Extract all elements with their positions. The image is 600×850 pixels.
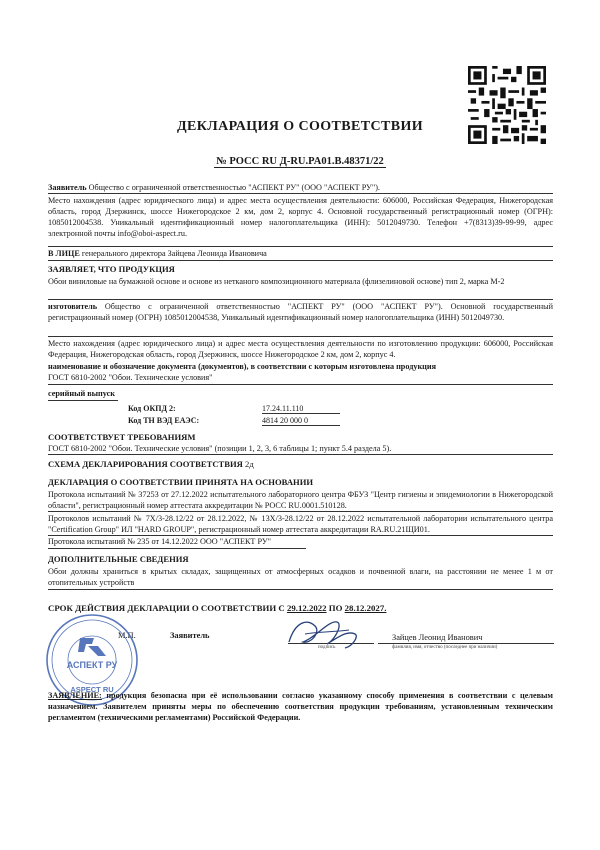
statement-block bbox=[48, 690, 553, 723]
serial-release: серийный выпуск bbox=[48, 389, 115, 398]
divider bbox=[48, 548, 306, 549]
documents-label: наименование и обозначение документа (документов), в соответствии с которым изготовлена продукция bbox=[48, 362, 437, 371]
divider bbox=[48, 336, 553, 337]
divider bbox=[48, 511, 553, 512]
code-okpd-label: Код ОКПД 2: bbox=[128, 404, 176, 413]
validity-to: 28.12.2027. bbox=[344, 603, 387, 613]
scheme-heading: СХЕМА ДЕКЛАРИРОВАНИЯ СООТВЕТСТВИЯ bbox=[48, 459, 243, 469]
divider bbox=[48, 384, 553, 385]
product-description: Обои виниловые на бумажной основе и основе из нетканого композиционного материала (флизелиновой основе) тип 2, марка М-2 bbox=[48, 277, 505, 286]
requirements-heading: СООТВЕТСТВУЕТ ТРЕБОВАНИЯМ bbox=[48, 432, 196, 442]
documents-value: ГОСТ 6810-2002 "Обои. Технические условия" bbox=[48, 373, 213, 382]
document-number: № РОСС RU Д-RU.PA01.B.48371/22 bbox=[216, 156, 384, 167]
manufacturer-label: изготовитель bbox=[48, 302, 98, 311]
manufacturer-address: Место нахождения (адрес юридического лица) и адрес места осуществления деятельности по изготовлению продукции: 606000, Российская Федерация, Нижегородская область, город Дзержинск, шоссе Нижегородское 2 км, дом 2, корпус 4. bbox=[48, 339, 553, 359]
divider bbox=[48, 193, 553, 194]
basis-protocol-3: Протокола испытаний № 235 от 14.12.2022 ООО "АСПЕКТ РУ" bbox=[48, 537, 271, 546]
applicant-sign-label: Заявитель bbox=[170, 631, 210, 640]
requirements-text: ГОСТ 6810-2002 "Обои. Технические условия" (позиции 1, 2, 3, 6 таблицы 1; пункт 5.4 раздела 5). bbox=[48, 444, 392, 453]
applicant-line bbox=[48, 182, 553, 193]
basis-protocol-2: Протоколов испытаний № 7Х/3-28.12/22 от 28.12.2022, № 13Х/3-28.12/22 от 28.12.2022 испытательной лаборатории испытательного центра "Certification Group" ИЛ "HARD GROUP", регистрационный номер аттестата аккредитации RA.RU.21ЩИ01. bbox=[48, 514, 553, 534]
additional-heading: ДОПОЛНИТЕЛЬНЫЕ СВЕДЕНИЯ bbox=[48, 554, 189, 564]
divider bbox=[48, 589, 553, 590]
stamp-sub: ASPECT RU bbox=[70, 685, 114, 694]
name-caption: фамилия, имя, отчество (последнее при наличии) bbox=[392, 645, 498, 650]
signature-caption: подпись bbox=[318, 645, 336, 650]
applicant-label: Заявитель bbox=[48, 183, 87, 192]
divider bbox=[48, 246, 553, 247]
name-line bbox=[378, 643, 554, 644]
document-title: ДЕКЛАРАЦИЯ О СООТВЕТСТВИИ bbox=[176, 119, 424, 134]
divider bbox=[48, 400, 118, 401]
applicant-name: Общество с ограниченной ответственностью "АСПЕКТ РУ" (ООО "АСПЕКТ РУ"). bbox=[86, 183, 380, 192]
divider bbox=[48, 260, 553, 261]
code-tnved-value: 4814 20 000 0 bbox=[262, 416, 340, 426]
represented-label: В ЛИЦЕ bbox=[48, 249, 80, 258]
divider bbox=[48, 299, 553, 300]
statement-label: ЗАЯВЛЕНИЕ: bbox=[48, 691, 102, 700]
code-tnved-label: Код ТН ВЭД ЕАЭС: bbox=[128, 416, 200, 425]
validity-from: 29.12.2022 bbox=[286, 603, 327, 613]
declares-heading: ЗАЯВЛЯЕТ, ЧТО ПРОДУКЦИЯ bbox=[48, 264, 175, 274]
manufacturer-text: Общество с ограниченной ответственностью "АСПЕКТ РУ" (ООО "АСПЕКТ РУ"). Основной государственный регистрационный номер (ОГРН) 1085012004538, Уникальный идентификационный номер налогоплательщика (ИНН) 5012049730. bbox=[48, 302, 553, 322]
represented-person: генерального директора Зайцева Леонида Ивановича bbox=[79, 249, 267, 258]
basis-heading: ДЕКЛАРАЦИЯ О СООТВЕТСТВИИ ПРИНЯТА НА ОСНОВАНИИ bbox=[48, 477, 314, 487]
manufacturer-line bbox=[48, 301, 553, 323]
signatory-name: Зайцев Леонид Иванович bbox=[392, 633, 483, 642]
validity-mid: ПО bbox=[326, 603, 345, 613]
aspect-logo-icon bbox=[78, 638, 106, 656]
code-okpd-value: 17.24.11.110 bbox=[262, 404, 340, 414]
mp-label: М.П. bbox=[118, 631, 136, 640]
represented-line bbox=[48, 248, 553, 259]
applicant-address: Место нахождения (адрес юридического лица) и адрес места осуществления деятельности: 606000, Российская Федерация, Нижегородская область, город Дзержинск, шоссе Нижегородское 2 км, дом 2, корпус 4. Основной государственный регистрационный номер (ОГРН): 1085012004538. Уникальный идентификационный номер налогоплательщика (ИНН): 5012049730. Телефон +7(8313)39-99-99, адрес электронной почты info@oboi-aspect.ru. bbox=[48, 196, 553, 238]
handwritten-signature bbox=[285, 612, 365, 654]
statement-text: продукция безопасна при её использовании согласно указанному способу применения в соответствии с целевым назначением. Заявителем приняты меры по обеспечению соответствия продукции требованиям, установленным техническим регламентом (техническими регламентами) Российской Федерации. bbox=[48, 691, 553, 722]
basis-protocol-1: Протокола испытаний № 37253 от 27.12.2022 испытательного лабораторного центра ФБУЗ "Центр гигиены и эпидемиологии в Нижегородской области", регистрационный номер аттестата аккредитации № РОСС RU.0001.510128. bbox=[48, 490, 553, 510]
scheme-line bbox=[48, 459, 254, 469]
stamp-company: АСПЕКТ РУ bbox=[66, 660, 118, 670]
validity-prefix: СРОК ДЕЙСТВИЯ ДЕКЛАРАЦИИ О СООТВЕТСТВИИ С bbox=[48, 603, 287, 613]
scheme-value: 2д bbox=[242, 459, 254, 469]
divider bbox=[48, 454, 553, 455]
additional-text: Обои должны храниться в крытых складах, защищенных от атмосферных осадков и почвенной влаги, на расстоянии не менее 1 м от отопительных устройств bbox=[48, 567, 553, 587]
